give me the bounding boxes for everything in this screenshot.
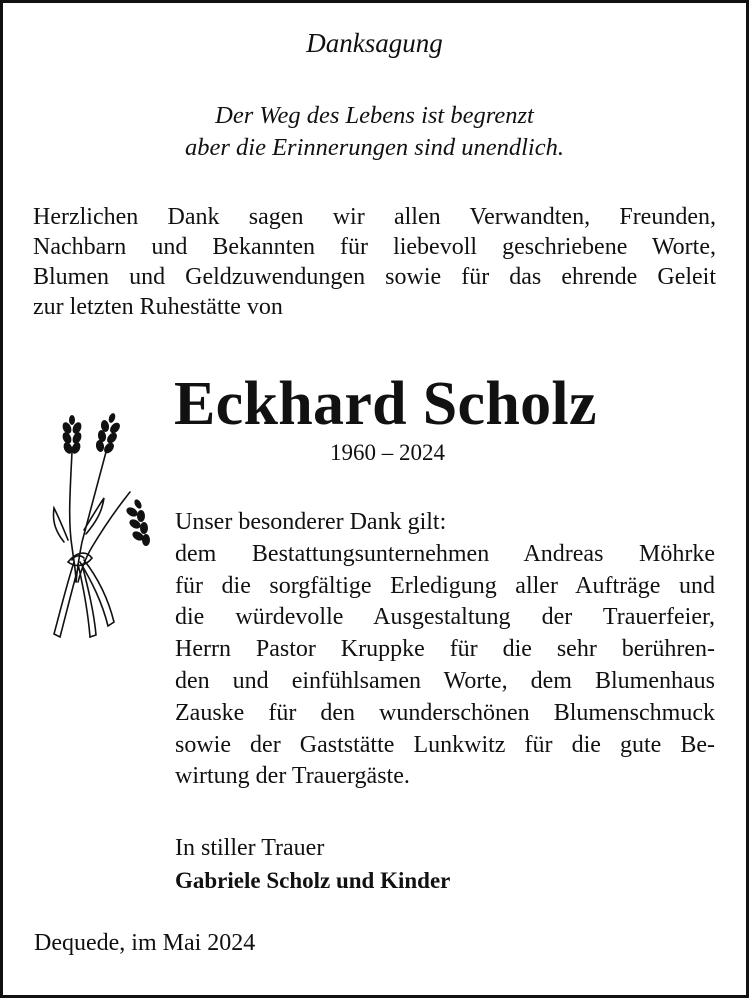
signature: Gabriele Scholz und Kinder — [175, 868, 451, 893]
intro-line: Nachbarn und Bekannten für liebevoll geschriebene Worte, — [33, 234, 716, 260]
intro-line: Blumen und Geldzuwendungen sowie für das ehrende Geleit — [33, 264, 716, 290]
thanks-line: Zauske für den wunderschönen Blumenschmuck — [175, 699, 715, 726]
thanks-line: Unser besonderer Dank gilt: — [175, 509, 447, 535]
thanks-line: für die sorgfältige Erledigung aller Aufträge und — [175, 572, 715, 599]
intro-paragraph — [33, 202, 716, 322]
notice-heading: Danksagung — [306, 28, 443, 58]
intro-line: zur letzten Ruhestätte von — [33, 294, 283, 320]
thanks-line: die würdevolle Ausgestaltung der Trauerfeier, — [175, 604, 715, 631]
thanks-line: wirtung der Trauergäste. — [175, 763, 410, 790]
thanks-line: sowie der Gaststätte Lunkwitz für die gute Be- — [175, 731, 715, 758]
deceased-name: Eckhard Scholz — [174, 370, 597, 438]
motto-line-1: Der Weg des Lebens ist begrenzt — [215, 102, 534, 129]
intro-line: Herzlichen Dank sagen wir allen Verwandten, Freunden, — [33, 204, 716, 230]
thanks-paragraph — [175, 507, 715, 793]
wheat-sheaf-icon — [46, 412, 156, 647]
place-date: Dequede, im Mai 2024 — [34, 930, 256, 956]
motto-line-2: aber die Erinnerungen sind unendlich. — [184, 134, 564, 161]
life-dates: 1960 – 2024 — [330, 440, 445, 465]
thanks-line: Herrn Pastor Kruppke für die sehr berühren- — [175, 636, 715, 663]
thanks-line: dem Bestattungsunternehmen Andreas Möhrke — [175, 540, 715, 567]
mourning-line: In stiller Trauer — [175, 835, 325, 861]
thanks-line: den und einfühlsamen Worte, dem Blumenhaus — [175, 667, 715, 694]
